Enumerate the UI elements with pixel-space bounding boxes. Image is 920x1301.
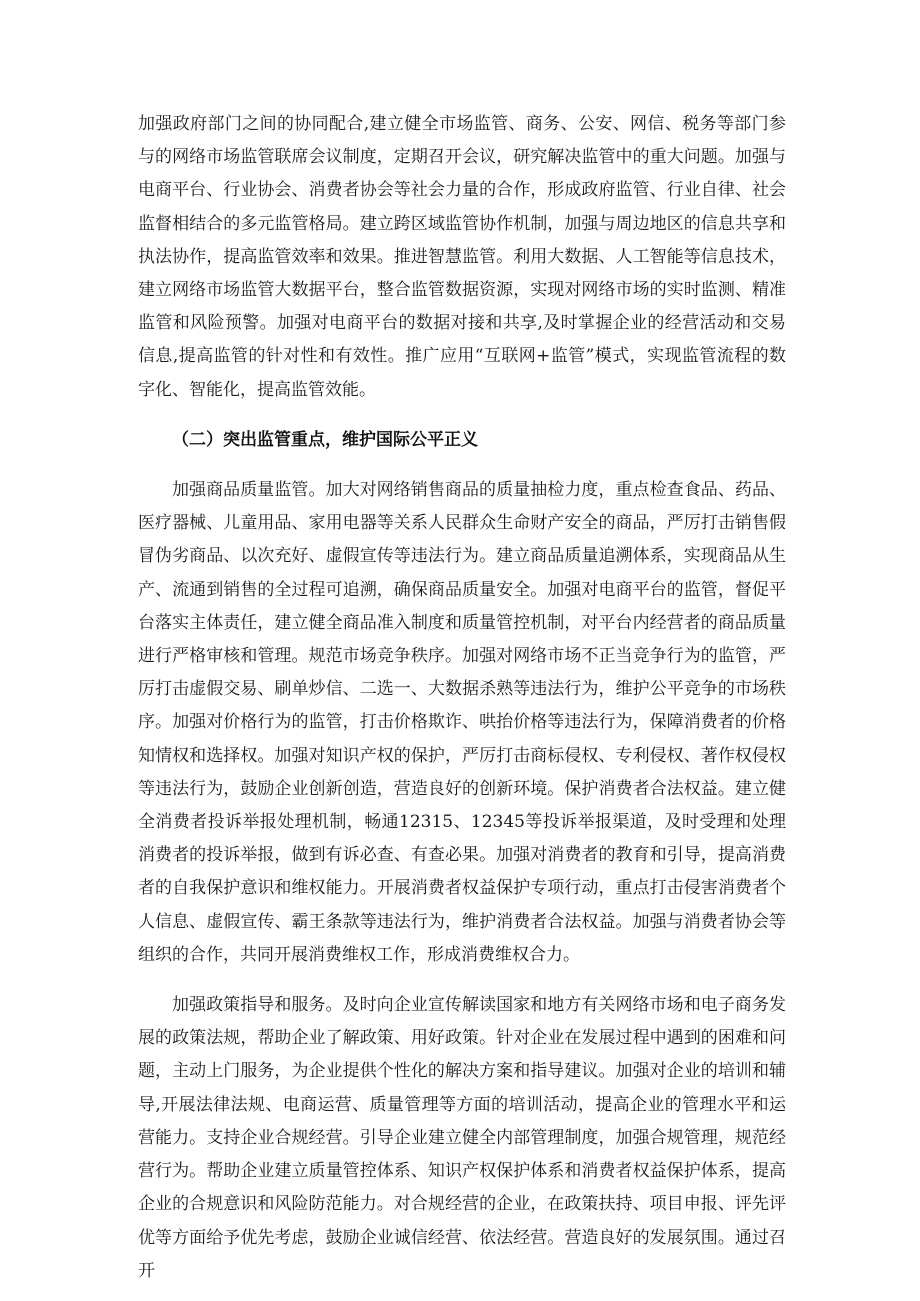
paragraph-policy-guidance: 加强政策指导和服务。及时向企业宣传解读国家和地方有关网络市场和电子商务发展的政策法规，帮助企业了解政策、用好政策。针对企业在发展过程中遇到的困难和问题，主动上门服务，为企业提供个性化的解决方案和指导建议。加强对企业的培训和辅导,开展法律法规、电商运营、质量管理等方面的培训活动，提高企业的管理水平和运营能力。支持企业合规经营。引导企业建立健全内部管理制度，加强合规管理，规范经营行为。帮助企业建立质量管控体系、知识产权保护体系和消费者权益保护体系，提高企业的合规意识和风险防范能力。对合规经营的企业，在政策扶持、项目申报、评先评优等方面给予优先考虑，鼓励企业诚信经营、依法经营。营造良好的发展氛围。通过召开 [138, 995, 786, 1281]
paragraph-collaborative-supervision: 加强政府部门之间的协同配合,建立健全市场监管、商务、公安、网信、税务等部门参与的网络市场监管联席会议制度，定期召开会议，研究解决监管中的重大问题。加强与电商平台、行业协会、消费者协会等社会力量的合作，形成政府监管、行业自律、社会监督相结合的多元监管格局。建立跨区域监管协作机制，加强与周边地区的信息共享和执法协作，提高监管效率和效果。推进智慧监管。利用大数据、人工智能等信息技术，建立网络市场监管大数据平台，整合监管数据资源，实现对网络市场的实时监测、精准监管和风险预警。加强对电商平台的数据对接和共享,及时掌握企业的经营活动和交易信息,提高监管的针对性和有效性。推广应用“互联网+监管”模式，实现监管流程的数字化、智能化，提高监管效能。 [138, 114, 786, 400]
document-body [138, 108, 786, 1288]
section-heading-2: （二）突出监管重点，维护国际公平正义 [172, 429, 478, 450]
paragraph-supervision-focus: 加强商品质量监管。加大对网络销售商品的质量抽检力度，重点检查食品、药品、医疗器械、儿童用品、家用电器等关系人民群众生命财产安全的商品，严厉打击销售假冒伪劣商品、以次充好、虚假宣传等违法行为。建立商品质量追溯体系，实现商品从生产、流通到销售的全过程可追溯，确保商品质量安全。加强对电商平台的监管，督促平台落实主体责任，建立健全商品准入制度和质量管控机制，对平台内经营者的商品质量进行严格审核和管理。规范市场竞争秩序。加强对网络市场不正当竞争行为的监管，严厉打击虚假交易、刷单炒信、二选一、大数据杀熟等违法行为，维护公平竞争的市场秩序。加强对价格行为的监管，打击价格欺诈、哄抬价格等违法行为，保障消费者的价格知情权和选择权。加强对知识产权的保护，严厉打击商标侵权、专利侵权、著作权侵权等违法行为，鼓励企业创新创造，营造良好的创新环境。保护消费者合法权益。建立健全消费者投诉举报处理机制，畅通12315、12345等投诉举报渠道，及时受理和处理消费者的投诉举报，做到有诉必查、有查必果。加强对消费者的教育和引导，提高消费者的自我保护意识和维权能力。开展消费者权益保护专项行动，重点打击侵害消费者个人信息、虚假宣传、霸王条款等违法行为，维护消费者合法权益。加强与消费者协会等组织的合作，共同开展消费维权工作，形成消费维权合力。 [138, 480, 786, 965]
